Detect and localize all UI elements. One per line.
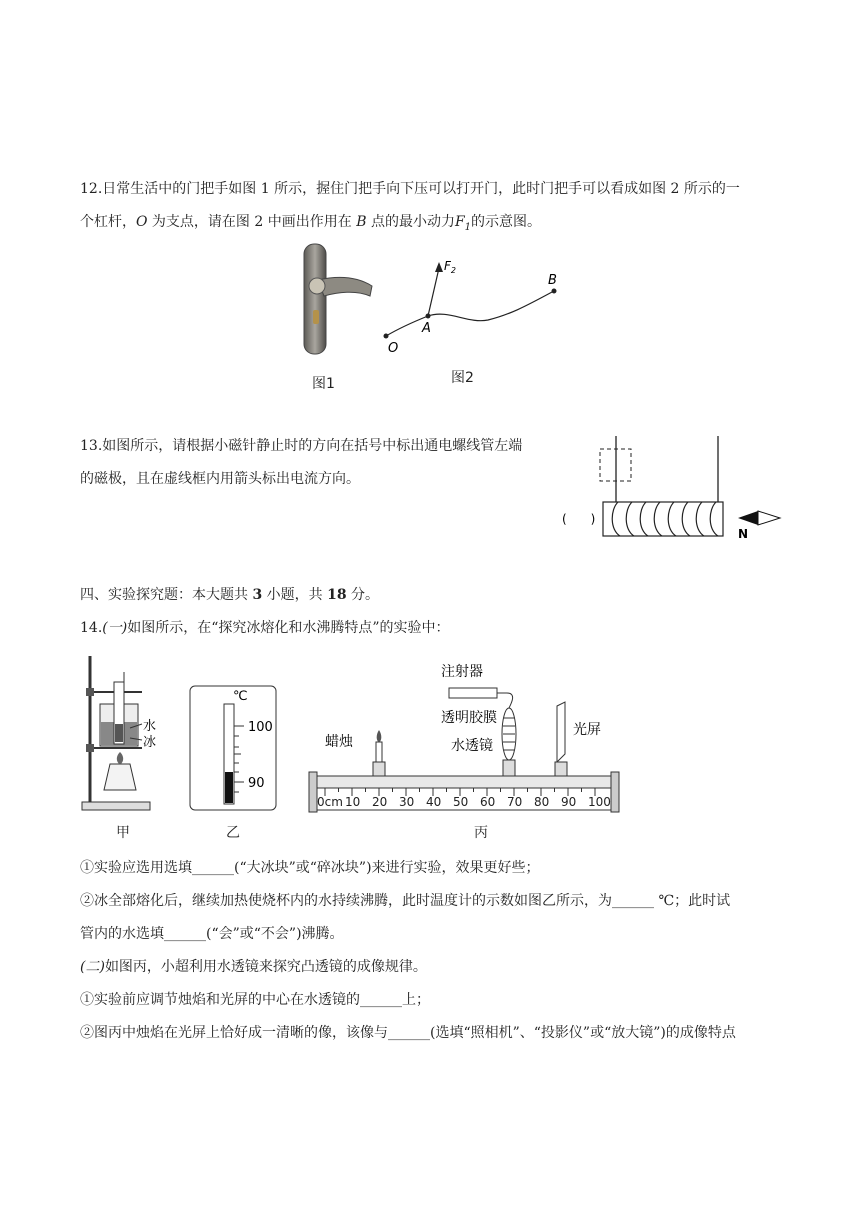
optical-bench-figure	[295, 656, 635, 816]
thermometer-figure	[188, 684, 280, 812]
fig-yi-caption: 乙	[226, 825, 240, 841]
ruler-label: 60	[480, 795, 496, 809]
section4-prefix: 四、实验探究题：本大题共	[80, 587, 253, 603]
q14-number: 14.	[80, 620, 103, 636]
q14-part2-marker: (二)	[80, 959, 105, 975]
ruler-label: 40	[426, 795, 442, 809]
fig2-caption: 图2	[451, 370, 474, 386]
ruler-label: 0cm	[317, 795, 343, 809]
label-film: 透明胶膜	[441, 710, 497, 726]
q12-O: O	[136, 214, 148, 230]
pole-bracket: ( )	[562, 512, 596, 526]
ruler-label: 10	[345, 795, 361, 809]
q14-item3: ①实验前应调节烛焰和光屏的中心在水透镜的______上；	[80, 992, 430, 1008]
q14-part1-marker: (一)	[102, 620, 128, 636]
point-O	[384, 334, 389, 339]
q12-text-a: 个杠杆，	[80, 214, 136, 230]
ruler-label: 20	[372, 795, 388, 809]
q14-part1-text: 如图所示，在“探究冰熔化和水沸腾特点”的实验中：	[127, 620, 450, 636]
label-candle: 蜡烛	[325, 734, 353, 750]
q12-text-c: 点的最小动力	[366, 214, 455, 230]
needle-N: N	[738, 527, 749, 541]
label-water: 水	[143, 719, 157, 734]
section4-count: 3	[252, 587, 263, 603]
q14-item1: ①实验应选用选填______(“大冰块”或“碎冰块”)来进行实验，效果更好些；	[80, 860, 540, 876]
q12-B: B	[356, 214, 367, 230]
label-ice: 冰	[143, 735, 157, 750]
tick-90: 90	[248, 776, 265, 791]
q12-F-sub: 1	[464, 221, 472, 233]
q13-line1: 13.如图所示，请根据小磁针静止时的方向在括号中标出通电螺线管左端	[80, 438, 523, 454]
q12-text-b: 为支点，请在图 2 中画出作用在	[147, 214, 357, 230]
label-syringe: 注射器	[441, 664, 483, 680]
q12-text-d: 的示意图。	[471, 214, 542, 230]
q14-part2-text: 如图丙，小超利用水透镜来探究凸透镜的成像规律。	[104, 959, 427, 975]
lever-diagram	[378, 254, 568, 364]
section4-suffix: 分。	[346, 587, 380, 603]
section4-mid: 小题，共	[262, 587, 328, 603]
tick-100: 100	[248, 720, 273, 735]
label-A: A	[422, 321, 431, 336]
point-B	[552, 289, 557, 294]
ruler-label: 80	[534, 795, 550, 809]
section4-heading	[80, 585, 782, 605]
needle-white	[758, 511, 780, 525]
ruler-label: 30	[399, 795, 415, 809]
fig-bing-caption: 丙	[474, 825, 488, 841]
q14-item2-line1: ②冰全部熔化后，继续加热使烧杯内的水持续沸腾，此时温度计的示数如图乙所示，为______ ℃；此时试	[80, 893, 731, 909]
label-lens: 水透镜	[451, 738, 493, 754]
label-screen: 光屏	[573, 722, 601, 738]
label-F2: $F_2$	[444, 259, 456, 275]
ruler-label: 70	[507, 795, 523, 809]
q14-part1-heading	[80, 618, 782, 638]
q14-part2-heading	[80, 957, 782, 977]
q13-line2: 的磁极，且在虚线框内用箭头标出电流方向。	[80, 471, 360, 487]
q14-item2-line2: 管内的水选填______(“会”或“不会”)沸腾。	[80, 926, 344, 942]
section4-score: 18	[327, 587, 347, 603]
q12-F: F	[454, 214, 465, 230]
door-handle-figure	[296, 240, 380, 358]
needle-black	[738, 511, 758, 525]
q12-line1: 12.日常生活中的门把手如图 1 所示，握住门把手向下压可以打开门，此时门把手可以看成如图 2 所示的一	[80, 181, 740, 197]
ruler-label: 100	[588, 795, 611, 809]
ruler-label: 50	[453, 795, 469, 809]
fig1-caption: 图1	[312, 376, 335, 392]
fig-jia-caption: 甲	[116, 825, 130, 841]
label-B: B	[548, 273, 557, 288]
heating-apparatus-figure	[80, 652, 188, 842]
q12-line2	[80, 212, 782, 238]
q14-item4: ②图丙中烛焰在光屏上恰好成一清晰的像，该像与______(选填“照相机”、“投影仪”或“放大镜”)的成像特点	[80, 1025, 736, 1041]
ruler-label: 90	[561, 795, 577, 809]
unit-celsius: ℃	[233, 689, 248, 704]
solenoid-diagram	[560, 432, 785, 544]
label-O: O	[388, 341, 399, 356]
